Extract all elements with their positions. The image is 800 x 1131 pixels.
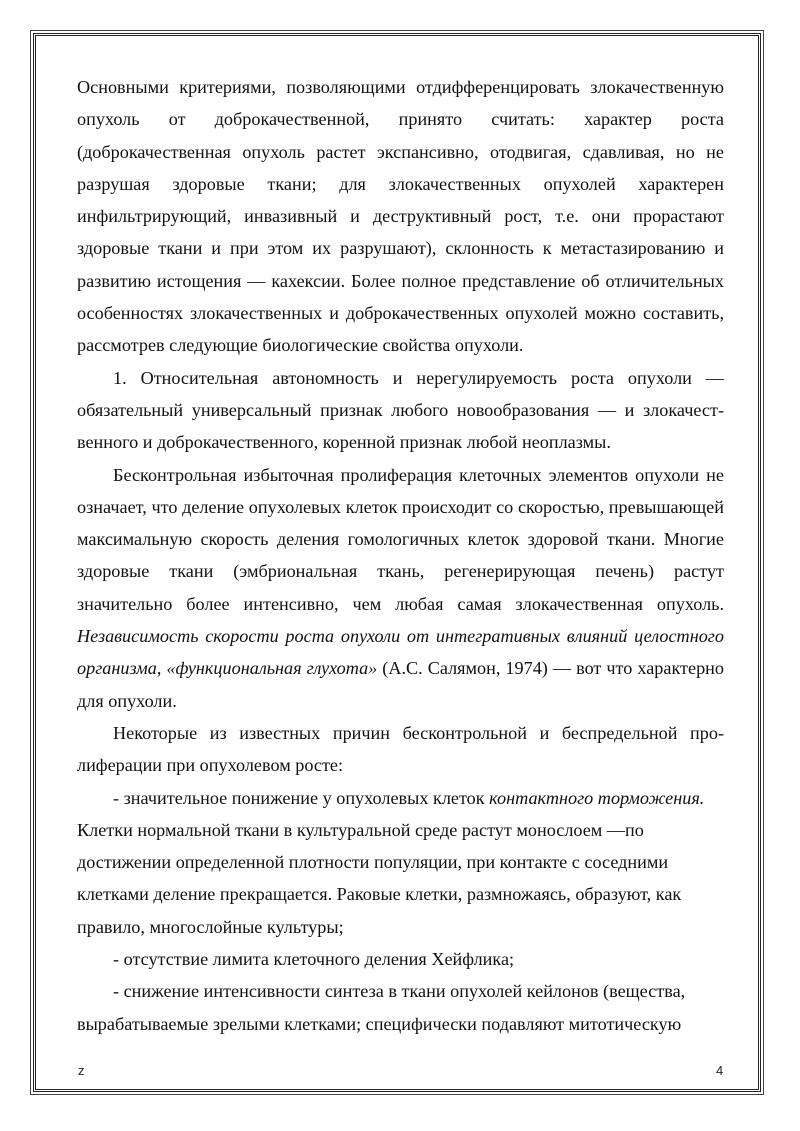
paragraph-hayflick: - отсутствие лимита клеточного деления Хейфлика; xyxy=(113,949,515,970)
contact-text-end: Клетки нормальной ткани в культуральной среде растут монослоем —по достижении определенной плотности популяции, при контакте с соседними клетками деление прекращается. Раковые клетки, размножаясь, образуют, как правило, многослойные культуры; xyxy=(77,819,682,937)
paragraph-criteria: Основными критериями, позволяющими отдифференцировать злокачественную опухоль от доброкачественной, принято считать: характер роста (доброкачественная опухоль растет экспансивно, отодвигая, сдавливая, но не разрушая здоровые ткани; для злокачественных опухолей характерен инфильтрирующий, инвазивный и деструктивный рост, т.е. они прорастают здоровые ткани и при этом их разрушают), склонность к метастазированию и развитию истощения — кахексии. Более полное представление об отличительных особенностях злокачественных и доброкачественных опухолей можно составить, рассмотрев следующие биологические свойства опухоли. xyxy=(77,77,724,356)
footer-mark: z xyxy=(78,1063,85,1078)
proliferation-text-end: (А.С. Салямон, 1974) — вот что характерно для опухоли. xyxy=(77,658,724,711)
contact-italic-term: контактного торможения. xyxy=(489,787,705,808)
proliferation-text-comma: , xyxy=(156,658,167,679)
proliferation-italic-independence: Независимость скорости роста опухоли от интегративных влияний целостного организма xyxy=(77,626,724,679)
paragraph-contact-inhibition xyxy=(77,782,724,943)
paragraph-causes-intro: Некоторые из известных причин бесконтрольной и беспредельной пролиферации при опухолевом росте: xyxy=(77,722,724,776)
paragraph-proliferation xyxy=(77,459,724,717)
contact-text-start: - значительное понижение у опухолевых клеток xyxy=(113,787,490,808)
proliferation-italic-deafness: «функциональная глухота» xyxy=(166,658,378,679)
paragraph-autonomy: 1. Относительная автономность и нерегулируемость роста опухоли — обязательный универсальный признак любого новообразования — и злокачественного и доброкачественного, коренной признак любой неоплазмы. xyxy=(77,367,724,453)
paragraph-keylons: - снижение интенсивности синтеза в ткани опухолей кейлонов (вещества, вырабатываемые зрелыми клетками; специфически подавляют митотическую xyxy=(77,981,686,1034)
document-body xyxy=(77,71,724,1040)
page-number: 4 xyxy=(716,1063,724,1078)
proliferation-text-start: Бесконтрольная избыточная пролиферация клеточных элементов опухоли не означает, что деление опухолевых клеток происходит со скоростью, превышающей максимальную скорость деления гомологичных клеток здоровой ткани. Многие здоровые ткани (эмбриональная ткань, регенерирующая печень) растут значительно более интенсивно, чем любая самая злокачественная опухоль. xyxy=(77,464,724,614)
